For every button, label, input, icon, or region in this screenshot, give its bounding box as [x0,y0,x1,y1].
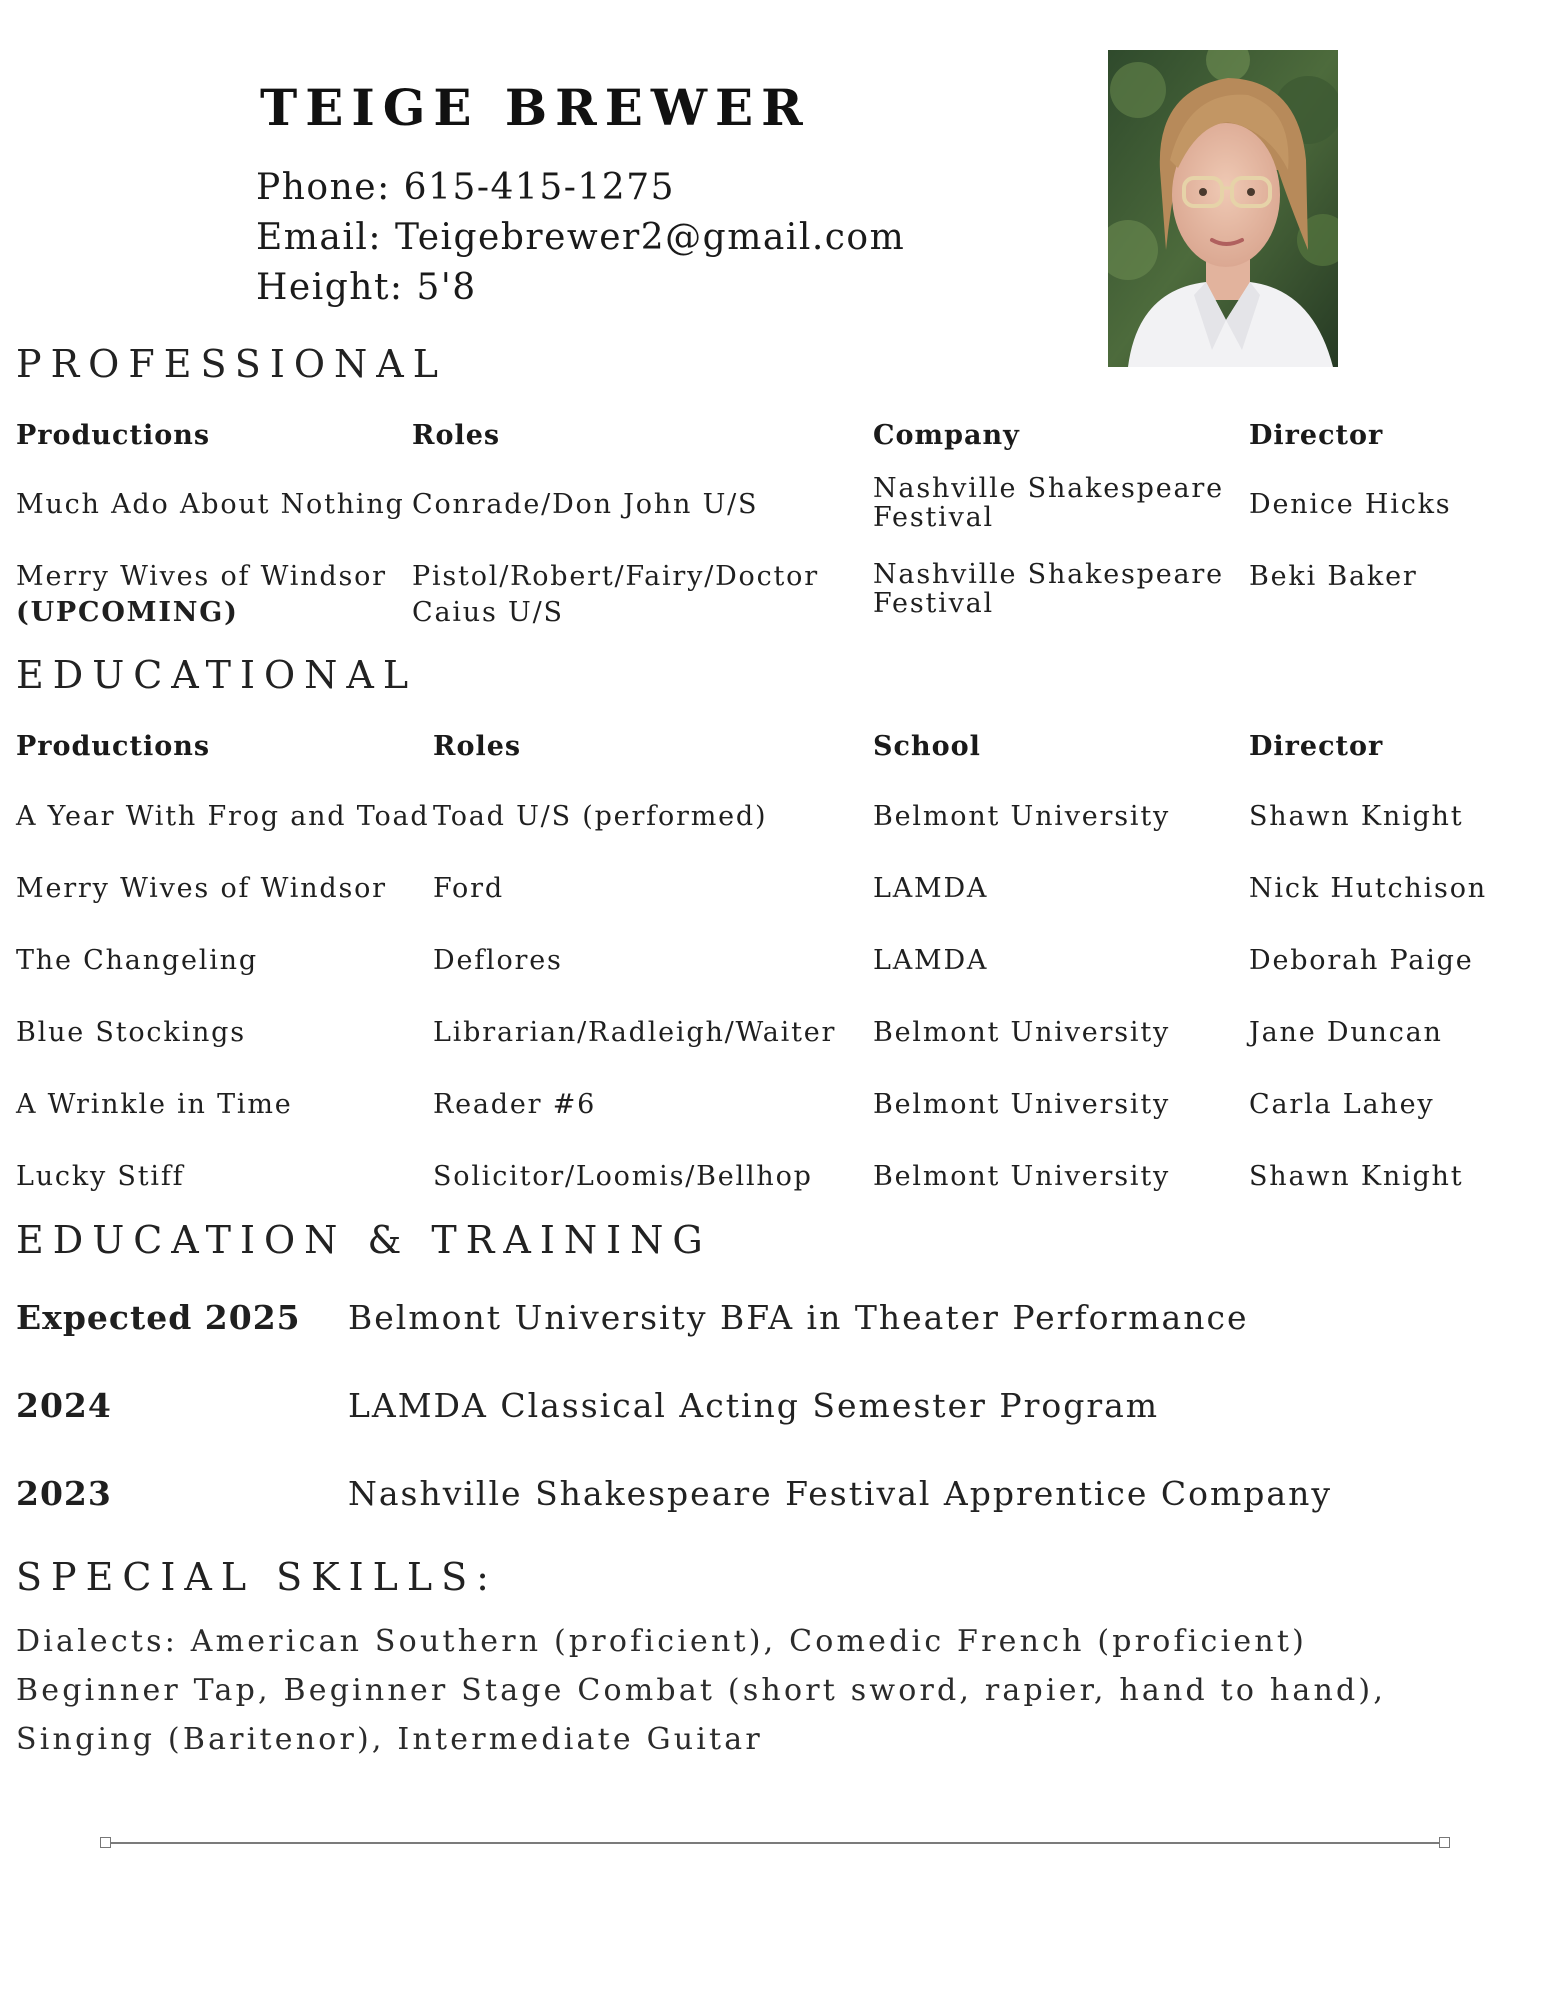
training-desc: Belmont University BFA in Theater Performance [348,1298,1249,1337]
director-cell: Jane Duncan [1249,1017,1443,1048]
upcoming-note: (UPCOMING) [16,597,239,628]
company-cell-line1: Nashville Shakespeare [873,473,1224,504]
skills-line: Dialects: American Southern (proficient), Comedic French (proficient) [16,1624,1307,1659]
phone-text: Phone: 615-415-1275 [256,167,676,208]
resume-name: TEIGE BREWER [260,78,811,137]
skills-line: Singing (Baritenor), Intermediate Guitar [16,1722,763,1757]
section-title-educational: EDUCATIONAL [16,653,418,697]
skills-line: Beginner Tap, Beginner Stage Combat (short sword, rapier, hand to hand), [16,1673,1387,1708]
role-cell: Toad U/S (performed) [433,801,768,832]
col-header-director: Director [1249,731,1384,762]
production-cell: A Wrinkle in Time [16,1089,293,1120]
role-cell-line1: Pistol/Robert/Fairy/Doctor [412,561,819,592]
production-cell: Blue Stockings [16,1017,246,1048]
production-cell: Much Ado About Nothing [16,489,405,520]
school-cell: Belmont University [873,801,1171,832]
col-header-director: Director [1249,420,1384,451]
training-year: 2024 [16,1386,112,1425]
school-cell: LAMDA [873,873,989,904]
director-cell: Nick Hutchison [1249,873,1487,904]
role-cell: Librarian/Radleigh/Waiter [433,1017,837,1048]
director-cell: Beki Baker [1249,561,1418,592]
director-cell: Denice Hicks [1249,489,1452,520]
school-cell: LAMDA [873,945,989,976]
section-title-training: EDUCATION & TRAINING [16,1218,712,1262]
col-header-productions: Productions [16,420,211,451]
company-cell-line2: Festival [873,588,994,619]
production-cell: Merry Wives of Windsor [16,561,387,592]
role-cell-line2: Caius U/S [412,597,564,628]
training-year: 2023 [16,1474,112,1513]
role-cell: Conrade/Don John U/S [412,489,759,520]
col-header-productions: Productions [16,731,211,762]
director-cell: Shawn Knight [1249,801,1464,832]
email-text: Email: Teigebrewer2@gmail.com [256,217,906,258]
line-handle-left[interactable] [100,1837,111,1848]
role-cell: Solicitor/Loomis/Bellhop [433,1161,813,1192]
headshot-photo [1108,50,1338,367]
role-cell: Reader #6 [433,1089,597,1120]
section-title-skills: SPECIAL SKILLS: [16,1555,498,1599]
director-cell: Shawn Knight [1249,1161,1464,1192]
company-cell-line2: Festival [873,502,994,533]
section-title-professional: PROFESSIONAL [16,342,447,386]
line-handle-right[interactable] [1439,1837,1450,1848]
school-cell: Belmont University [873,1089,1171,1120]
height-text: Height: 5'8 [256,267,477,308]
role-cell: Ford [433,873,504,904]
director-cell: Deborah Paige [1249,945,1474,976]
col-header-school: School [873,731,981,762]
production-cell: A Year With Frog and Toad [16,801,430,832]
company-cell-line1: Nashville Shakespeare [873,559,1224,590]
production-cell: Merry Wives of Windsor [16,873,387,904]
school-cell: Belmont University [873,1017,1171,1048]
production-cell: The Changeling [16,945,258,976]
training-desc: LAMDA Classical Acting Semester Program [348,1386,1160,1425]
production-cell: Lucky Stiff [16,1161,185,1192]
divider-line[interactable] [106,1842,1444,1844]
col-header-roles: Roles [412,420,501,451]
director-cell: Carla Lahey [1249,1089,1435,1120]
col-header-company: Company [873,420,1020,451]
training-desc: Nashville Shakespeare Festival Apprentice Company [348,1474,1332,1513]
role-cell: Deflores [433,945,563,976]
training-year: Expected 2025 [16,1298,301,1337]
school-cell: Belmont University [873,1161,1171,1192]
col-header-roles: Roles [433,731,522,762]
